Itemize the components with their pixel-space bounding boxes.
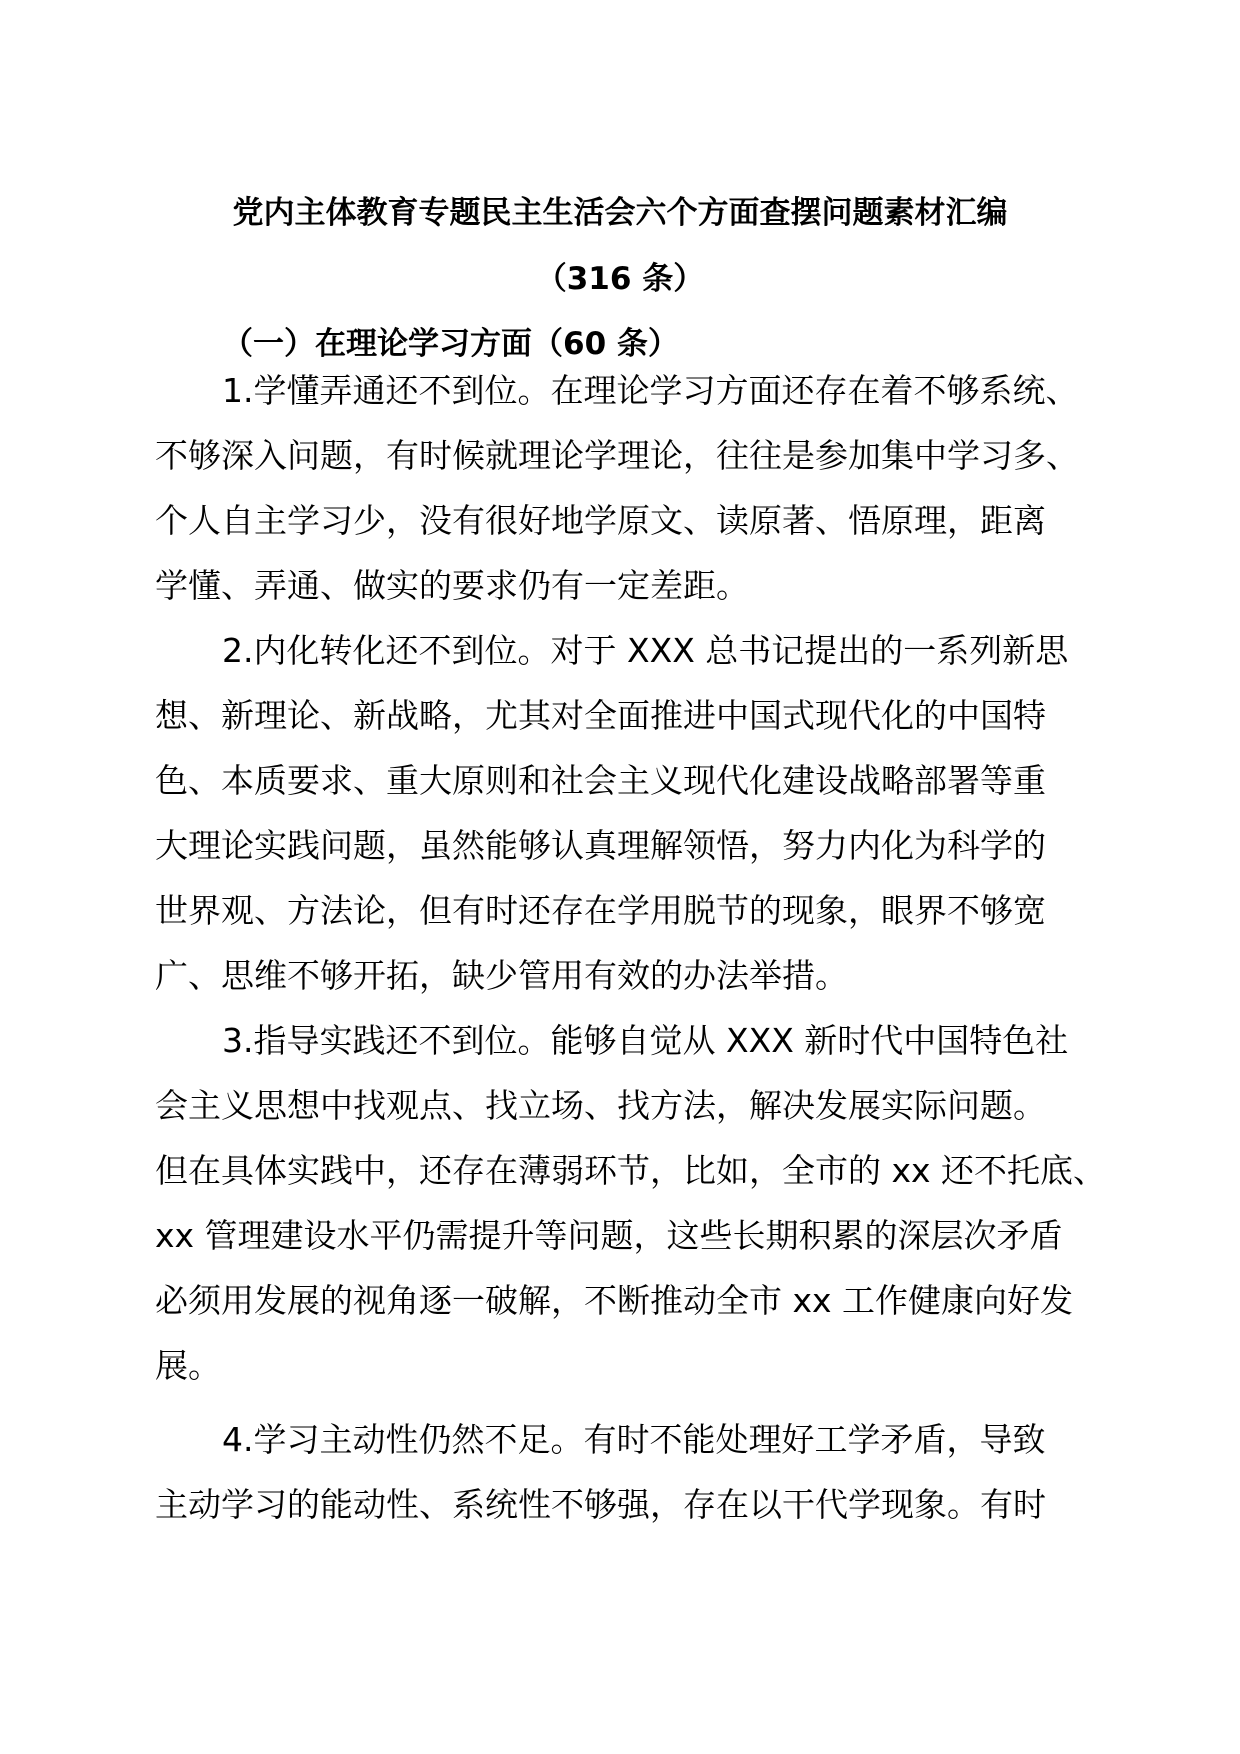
document-title-count: （316 条） — [535, 261, 705, 297]
paragraph-2-line: 世界观、方法论，但有时还存在学用脱节的现象，眼界不够宽 — [155, 891, 1046, 930]
paragraph-3-line: 3.指导实践还不到位。能够自觉从 XXX 新时代中国特色社 — [222, 1021, 1069, 1060]
section-heading: （一）在理论学习方面（60 条） — [222, 326, 679, 362]
paragraph-1-line: 个人自主学习少，没有很好地学原文、读原著、悟原理，距离 — [155, 501, 1046, 540]
paragraph-4-line: 4.学习主动性仍然不足。有时不能处理好工学矛盾，导致 — [222, 1420, 1046, 1459]
paragraph-3-line: 会主义思想中找观点、找立场、找方法，解决发展实际问题。 — [155, 1086, 1046, 1125]
document-title: 党内主体教育专题民主生活会六个方面查摆问题素材汇编 — [232, 195, 1008, 231]
paragraph-2-line: 广、思维不够开拓，缺少管用有效的办法举措。 — [155, 956, 848, 995]
paragraph-2-line: 想、新理论、新战略，尤其对全面推进中国式现代化的中国特 — [155, 696, 1046, 735]
paragraph-2-line: 大理论实践问题，虽然能够认真理解领悟，努力内化为科学的 — [155, 826, 1046, 865]
paragraph-3-line: 必须用发展的视角逐一破解，不断推动全市 xx 工作健康向好发 — [155, 1281, 1074, 1320]
paragraph-3-line: 展。 — [155, 1346, 221, 1385]
paragraph-4-line: 主动学习的能动性、系统性不够强，存在以干代学现象。有时 — [155, 1485, 1046, 1524]
paragraph-1-line: 1.学懂弄通还不到位。在理论学习方面还存在着不够系统、 — [222, 371, 1079, 410]
paragraph-1-line: 不够深入问题，有时候就理论学理论，往往是参加集中学习多、 — [155, 436, 1079, 475]
paragraph-2-line: 色、本质要求、重大原则和社会主义现代化建设战略部署等重 — [155, 761, 1046, 800]
paragraph-2-line: 2.内化转化还不到位。对于 XXX 总书记提出的一系列新思 — [222, 631, 1069, 670]
paragraph-3-line: 但在具体实践中，还存在薄弱环节，比如，全市的 xx 还不托底、 — [155, 1151, 1107, 1190]
paragraph-1-line: 学懂、弄通、做实的要求仍有一定差距。 — [155, 566, 749, 605]
paragraph-3-line: xx 管理建设水平仍需提升等问题，这些长期积累的深层次矛盾 — [155, 1216, 1063, 1255]
